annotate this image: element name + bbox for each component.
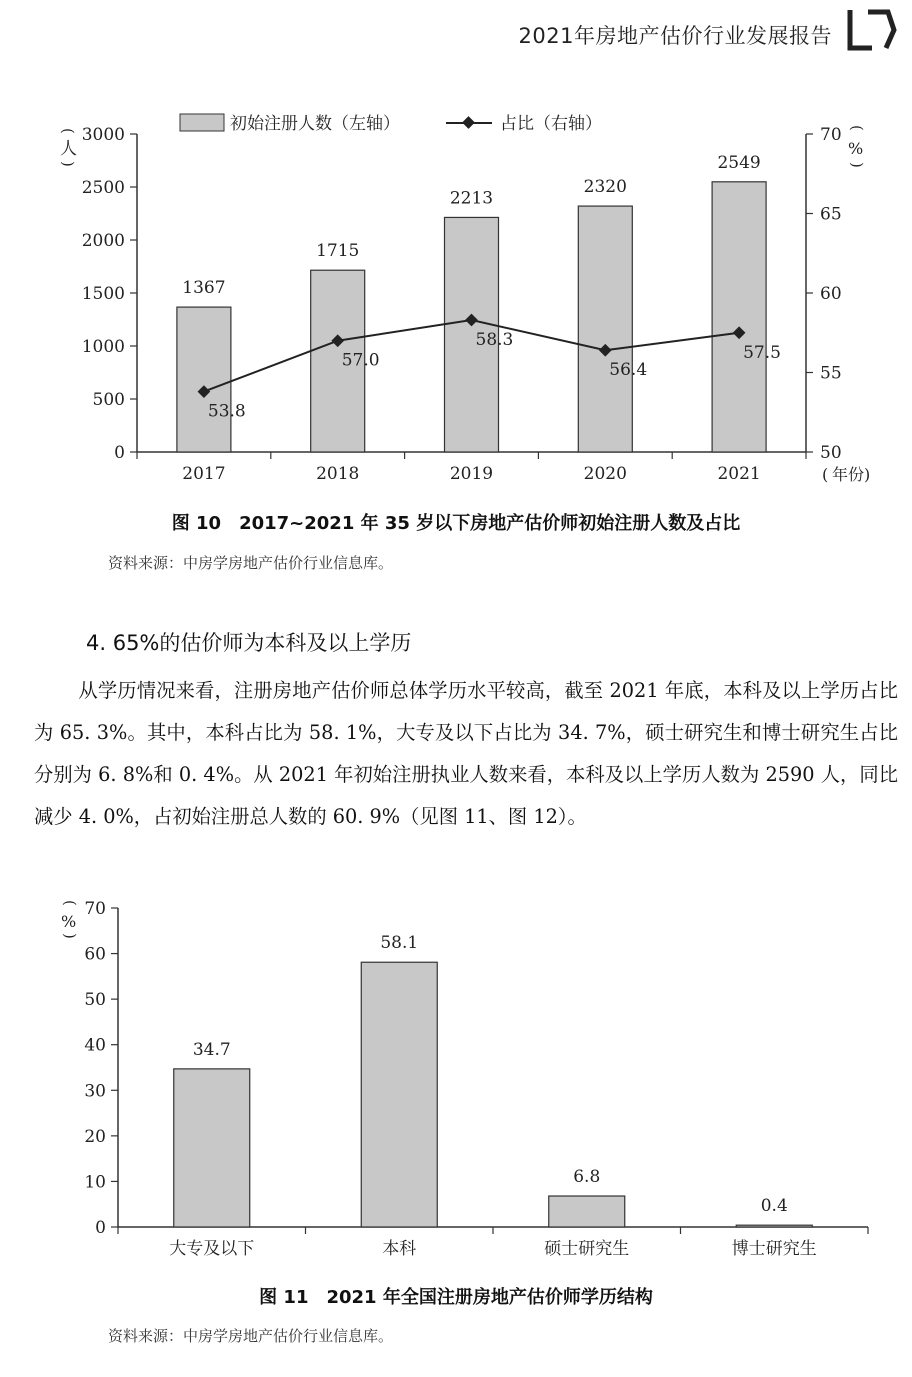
bar-value-label: 2320 <box>583 177 627 198</box>
line-value-label: 53.8 <box>207 401 246 422</box>
bar-value-label: 58.1 <box>380 933 419 954</box>
line-value-label: 58.3 <box>475 330 514 351</box>
bar <box>174 1069 250 1227</box>
right-axis-unit-close: ) <box>848 162 866 168</box>
y-tick-label: 0 <box>95 1218 106 1238</box>
left-y-tick-label: 2000 <box>81 231 125 251</box>
bar-value-label: 0.4 <box>760 1196 788 1217</box>
bar-value-label: 6.8 <box>573 1167 601 1188</box>
bar <box>578 206 632 452</box>
bar <box>361 962 437 1227</box>
legend-bar-swatch <box>180 114 224 131</box>
bar <box>549 1196 625 1227</box>
y-tick-label: 10 <box>84 1172 106 1193</box>
report-logo-icon <box>846 8 898 52</box>
section-heading: 4. 65%的估价师为本科及以上学历 <box>86 631 412 655</box>
left-y-tick-label: 1500 <box>81 284 125 304</box>
bar-value-label: 34.7 <box>192 1039 231 1060</box>
x-tick-label: 2020 <box>583 464 627 484</box>
x-tick-label: 2018 <box>316 464 360 484</box>
left-axis-unit-close: ) <box>59 161 77 167</box>
y-axis-unit-open: ( <box>61 900 79 906</box>
y-tick-label: 40 <box>84 1035 106 1056</box>
figure10-caption: 图 10 2017~2021 年 35 岁以下房地产估价师初始注册人数及占比 <box>171 513 741 534</box>
right-axis-unit-open: ( <box>848 125 866 131</box>
x-tick-label: 2021 <box>717 464 761 484</box>
bar-value-label: 2549 <box>717 152 761 173</box>
left-y-tick-label: 500 <box>92 390 125 410</box>
right-y-tick-label: 50 <box>820 443 842 463</box>
x-axis-unit: ( <box>822 465 829 484</box>
left-y-tick-label: 1000 <box>81 337 125 357</box>
x-tick-label: 2019 <box>449 464 494 484</box>
left-axis-unit: 人 <box>60 139 77 159</box>
right-y-tick-label: 60 <box>820 284 842 304</box>
body-paragraph: 从学历情况来看，注册房地产估价师总体学历水平较高，截至 2021 年底，本科及以上学历占比为 65. 3%。其中，本科占比为 58. 1%，大专及以下占比为 34. 7%，硕士研究生和博士研究生占比分别为 6. 8%和 0. 4%。从 2021 年初始注册执业人数来看，本科及以上学历人数为 2590 人，同比减少 4. 0%，占初始注册总人数的 60. 9%（见图 11、图 12）。 <box>34 679 898 828</box>
x-tick-label: 2017 <box>182 464 226 484</box>
bar-value-label: 1715 <box>316 241 360 262</box>
right-axis-unit: % <box>848 139 864 158</box>
bar <box>736 1225 812 1227</box>
bar-value-label: 1367 <box>182 278 226 299</box>
line-value-label: 57.5 <box>743 342 781 363</box>
line-value-label: 57.0 <box>341 350 380 371</box>
x-axis-unit-close: ) <box>864 465 871 484</box>
bar-value-label: 2213 <box>449 188 494 209</box>
bar <box>712 182 766 452</box>
y-tick-label: 60 <box>84 944 106 965</box>
y-tick-label: 20 <box>84 1126 106 1147</box>
x-tick-label: 硕士研究生 <box>544 1239 630 1259</box>
figure10-combo-chart <box>0 100 912 500</box>
y-tick-label: 70 <box>84 899 106 919</box>
figure11-source: 资料来源：中房学房地产估价行业信息库。 <box>108 1327 394 1345</box>
x-tick-label: 本科 <box>382 1239 417 1259</box>
left-y-tick-label: 2500 <box>81 178 125 198</box>
figure11-caption: 图 11 2021 年全国注册房地产估价师学历结构 <box>259 1287 653 1308</box>
right-y-tick-label: 70 <box>820 125 842 145</box>
x-axis-unit-label: 年份 <box>832 465 865 484</box>
left-axis-unit-open: ( <box>59 128 77 134</box>
figure11-bar-chart <box>0 890 912 1270</box>
y-tick-label: 50 <box>84 990 106 1011</box>
y-axis-unit: % <box>61 912 77 931</box>
x-tick-label: 大专及以下 <box>169 1239 255 1259</box>
y-axis-unit-close: ) <box>61 933 79 939</box>
right-y-tick-label: 55 <box>820 363 842 384</box>
bar <box>177 307 231 452</box>
left-y-tick-label: 3000 <box>81 125 125 145</box>
legend-line-label: 占比（右轴） <box>500 114 602 134</box>
legend-line-marker <box>462 116 475 129</box>
y-tick-label: 30 <box>84 1081 106 1102</box>
running-header-title: 2021年房地产估价行业发展报告 <box>518 24 832 48</box>
x-tick-label: 博士研究生 <box>731 1239 817 1259</box>
right-y-tick-label: 65 <box>820 204 842 225</box>
line-value-label: 56.4 <box>609 360 648 381</box>
figure10-source: 资料来源：中房学房地产估价行业信息库。 <box>108 554 394 572</box>
left-y-tick-label: 0 <box>114 443 125 463</box>
legend-bar-label: 初始注册人数（左轴） <box>230 114 400 134</box>
